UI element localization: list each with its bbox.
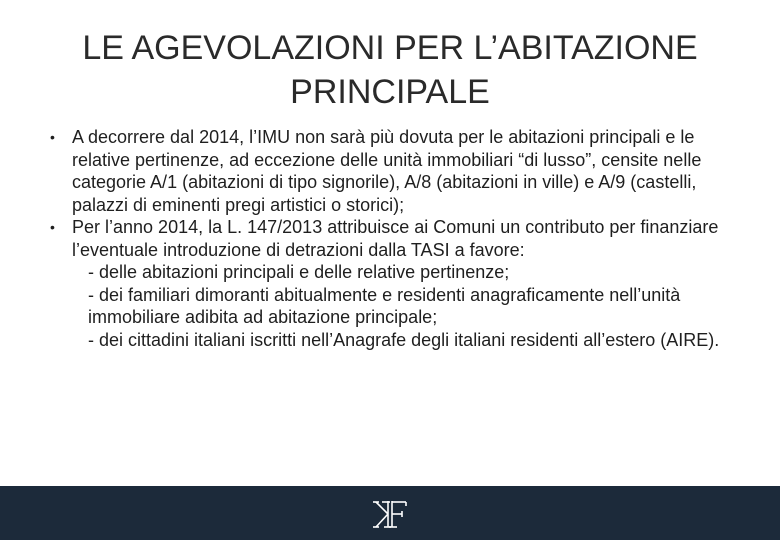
- bullet-item-1: [50, 126, 740, 216]
- slide-title-line-1: LE AGEVOLAZIONI PER L’ABITAZIONE: [82, 29, 698, 67]
- slide-title: [40, 26, 740, 114]
- bullet-text-2: Per l’anno 2014, la L. 147/2013 attribuisce ai Comuni un contributo per finanziare l’eventuale introduzione di detrazioni dalla TASI a favore:: [72, 217, 719, 260]
- sub-item-2: - dei familiari dimoranti abitualmente e residenti anagraficamente nell’unità immobiliare adibita ad abitazione principale;: [88, 284, 681, 327]
- sub-item-3: - dei cittadini italiani iscritti nell’Anagrafe degli italiani residenti all’estero (AIRE).: [88, 329, 720, 350]
- bullet-text-1: A decorrere dal 2014, l’IMU non sarà più dovuta per le abitazioni principali e le relative pertinenze, ad eccezione delle unità immobiliari “di lusso”, censite nelle categorie A/1 (abitazioni di tipo signorile), A/8 (abitazioni in ville) e A/9 (castelli, palazzi di eminenti pregi artistici o storici);: [72, 127, 702, 215]
- bullet-marker: •: [50, 129, 55, 145]
- bullet-item-2: [50, 216, 740, 261]
- kf-monogram-logo: [368, 498, 412, 530]
- sub-item-1: - delle abitazioni principali e delle relative pertinenze;: [88, 262, 510, 282]
- slide-title-line-2: PRINCIPALE: [290, 73, 490, 111]
- slide-body: [50, 126, 740, 351]
- bullet-marker: •: [50, 219, 55, 235]
- footer-bar: [0, 486, 780, 540]
